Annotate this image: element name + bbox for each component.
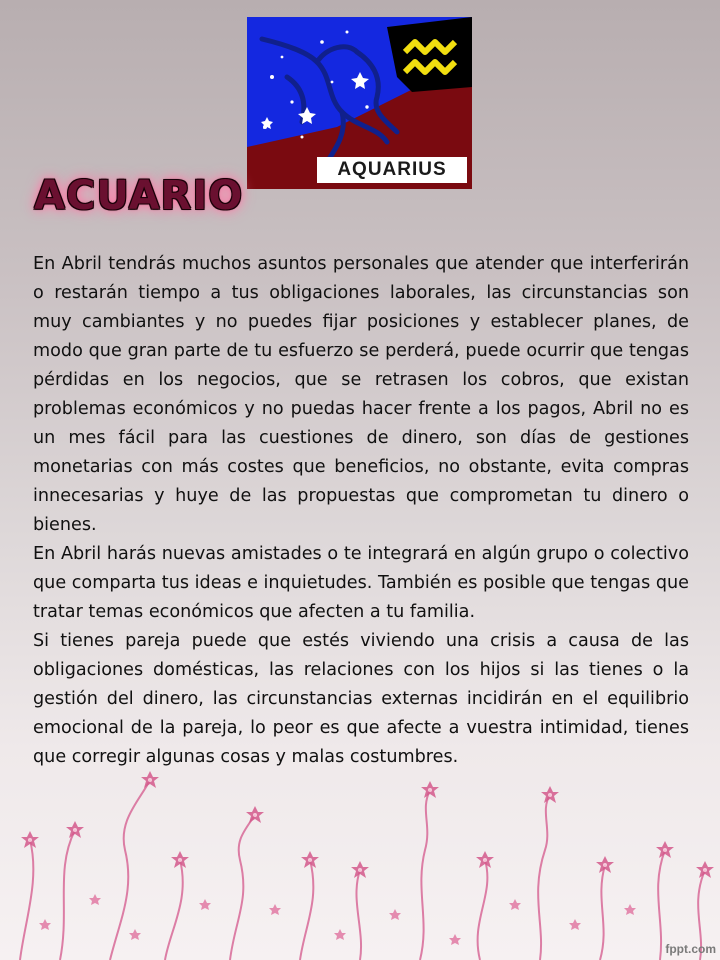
watermark: fppt.com — [665, 942, 716, 956]
emblem-label: AQUARIUS — [337, 159, 447, 180]
horoscope-text — [33, 250, 689, 772]
page-title: ACUARIO — [34, 173, 244, 219]
paragraph-love: Si tienes pareja puede que estés viviendo una crisis a causa de las obligaciones domésticas, las relaciones con los hijos si las tienes o la gestión del dinero, las circunstancias externas incidirán en el equilibrio emocional de la pareja, lo peor es que afecte a vuestra intimidad, tienes que corregir algunas cosas y malas costumbres. — [33, 631, 689, 767]
paragraph-friendship: En Abril harás nuevas amistades o te integrará en algún grupo o colectivo que comparta tus ideas e inquietudes. También es posible que tengas que tratar temas económicos que afecten a tu familia. — [33, 544, 689, 622]
paragraph-money: En Abril tendrás muchos asuntos personales que atender que interferirán o restarán tiempo a tus obligaciones laborales, las circunstancias son muy cambiantes y no puedes fijar posiciones y establecer planes, de modo que gran parte de tu esfuerzo se perderá, puede ocurrir que tengas pérdidas en los negocios, que se retrasen los cobros, que existan problemas económicos y no puedas hacer frente a los pagos, Abril no es un mes fácil para las cuestiones de dinero, son días de gestiones monetarias con más costes que beneficios, no obstante, evita compras innecesarias y huye de las propuestas que comprometan tu dinero o bienes. — [33, 254, 689, 535]
aquarius-emblem — [247, 17, 472, 189]
